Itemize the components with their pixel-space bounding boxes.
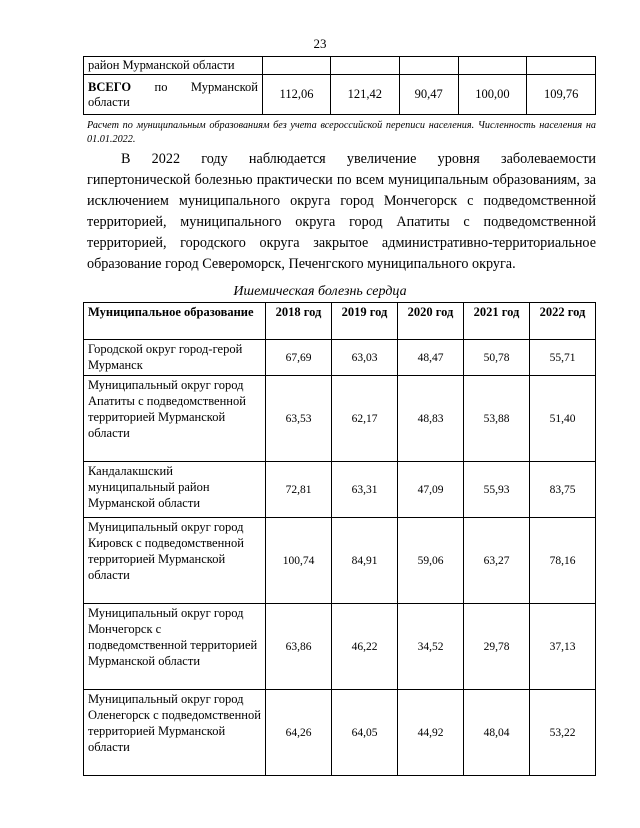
table-cell: 121,42 (331, 75, 400, 115)
table-cell: 50,78 (464, 340, 530, 376)
table-row (84, 690, 596, 776)
table-cell: 100,74 (266, 518, 332, 604)
table-cell: 48,47 (398, 340, 464, 376)
table-cell: 67,69 (266, 340, 332, 376)
column-header: Муниципальное образование (84, 303, 266, 340)
table-header-row (84, 303, 596, 340)
table-cell: 64,05 (332, 690, 398, 776)
table-cell: 63,31 (332, 462, 398, 518)
table-cell: 55,93 (464, 462, 530, 518)
table-row (84, 462, 596, 518)
table-cell (527, 57, 596, 75)
table-cell (458, 57, 527, 75)
body-paragraph: В 2022 году наблюдается увеличение уровня заболеваемости гипертонической болезнью практически по всем муниципальным образованиям, за исключением муниципального округа город Мончегорск с подведомственной территорией, муниципального округа город Апатиты с подведомственной территорией, городского округа закрытое административно-территориальное образование город Североморск, Печенгского муниципального округа. (87, 151, 596, 272)
table-cell: 90,47 (399, 75, 458, 115)
table-cell: 83,75 (530, 462, 596, 518)
table-cell: 48,83 (398, 376, 464, 462)
table-row (84, 340, 596, 376)
row-name: Кандалакшский муниципальный район Мурманской области (84, 462, 266, 518)
table-cell: 47,09 (398, 462, 464, 518)
table-cell: 34,52 (398, 604, 464, 690)
table-cell (331, 57, 400, 75)
table-cell: 63,27 (464, 518, 530, 604)
table-cell (399, 57, 458, 75)
table-cell: 51,40 (530, 376, 596, 462)
top-table (83, 56, 596, 115)
page-number: 23 (313, 36, 327, 51)
total-label (84, 75, 263, 115)
table-cell: 112,06 (263, 75, 331, 115)
column-header: 2020 год (398, 303, 464, 340)
table-cell: 44,92 (398, 690, 464, 776)
table-cell: 62,17 (332, 376, 398, 462)
table-cell: 78,16 (530, 518, 596, 604)
table-cell: 63,03 (332, 340, 398, 376)
table-cell: 37,13 (530, 604, 596, 690)
row-name: Муниципальный округ город Апатиты с подведомственной территорией Мурманской области (84, 376, 266, 462)
table-row (84, 604, 596, 690)
table-cell: 48,04 (464, 690, 530, 776)
total-label-rest: по Мурманской области (88, 79, 258, 109)
footnote: Расчет по муниципальным образованиям без учета всероссийской переписи населения. Численность населения на 01.01.2022. (87, 120, 596, 145)
table-cell: 59,06 (398, 518, 464, 604)
total-label-bold: ВСЕГО (88, 79, 132, 94)
table-cell: 64,26 (266, 690, 332, 776)
table-row (84, 57, 596, 75)
table-row (84, 518, 596, 604)
table-cell: 63,53 (266, 376, 332, 462)
column-header: 2019 год (332, 303, 398, 340)
table-cell: 53,88 (464, 376, 530, 462)
table-cell: 72,81 (266, 462, 332, 518)
row-name: Городской округ город-герой Мурманск (84, 340, 266, 376)
table-cell: 63,86 (266, 604, 332, 690)
column-header: 2021 год (464, 303, 530, 340)
main-table (83, 302, 596, 776)
table-caption: Ишемическая болезнь сердца (233, 284, 407, 299)
row-name: Муниципальный округ город Кировск с подведомственной территорией Мурманской области (84, 518, 266, 604)
table-cell: район Мурманской области (84, 57, 263, 75)
table-cell: 46,22 (332, 604, 398, 690)
column-header: 2018 год (266, 303, 332, 340)
table-row (84, 376, 596, 462)
table-cell (263, 57, 331, 75)
table-cell: 53,22 (530, 690, 596, 776)
table-cell: 55,71 (530, 340, 596, 376)
row-name: Муниципальный округ город Оленегорск с подведомственной территорией Мурманской области (84, 690, 266, 776)
row-name: Муниципальный округ город Мончегорск с подведомственной территорией Мурманской области (84, 604, 266, 690)
table-row-total (84, 75, 596, 115)
table-cell: 84,91 (332, 518, 398, 604)
table-cell: 100,00 (458, 75, 527, 115)
table-cell: 109,76 (527, 75, 596, 115)
column-header: 2022 год (530, 303, 596, 340)
table-cell: 29,78 (464, 604, 530, 690)
